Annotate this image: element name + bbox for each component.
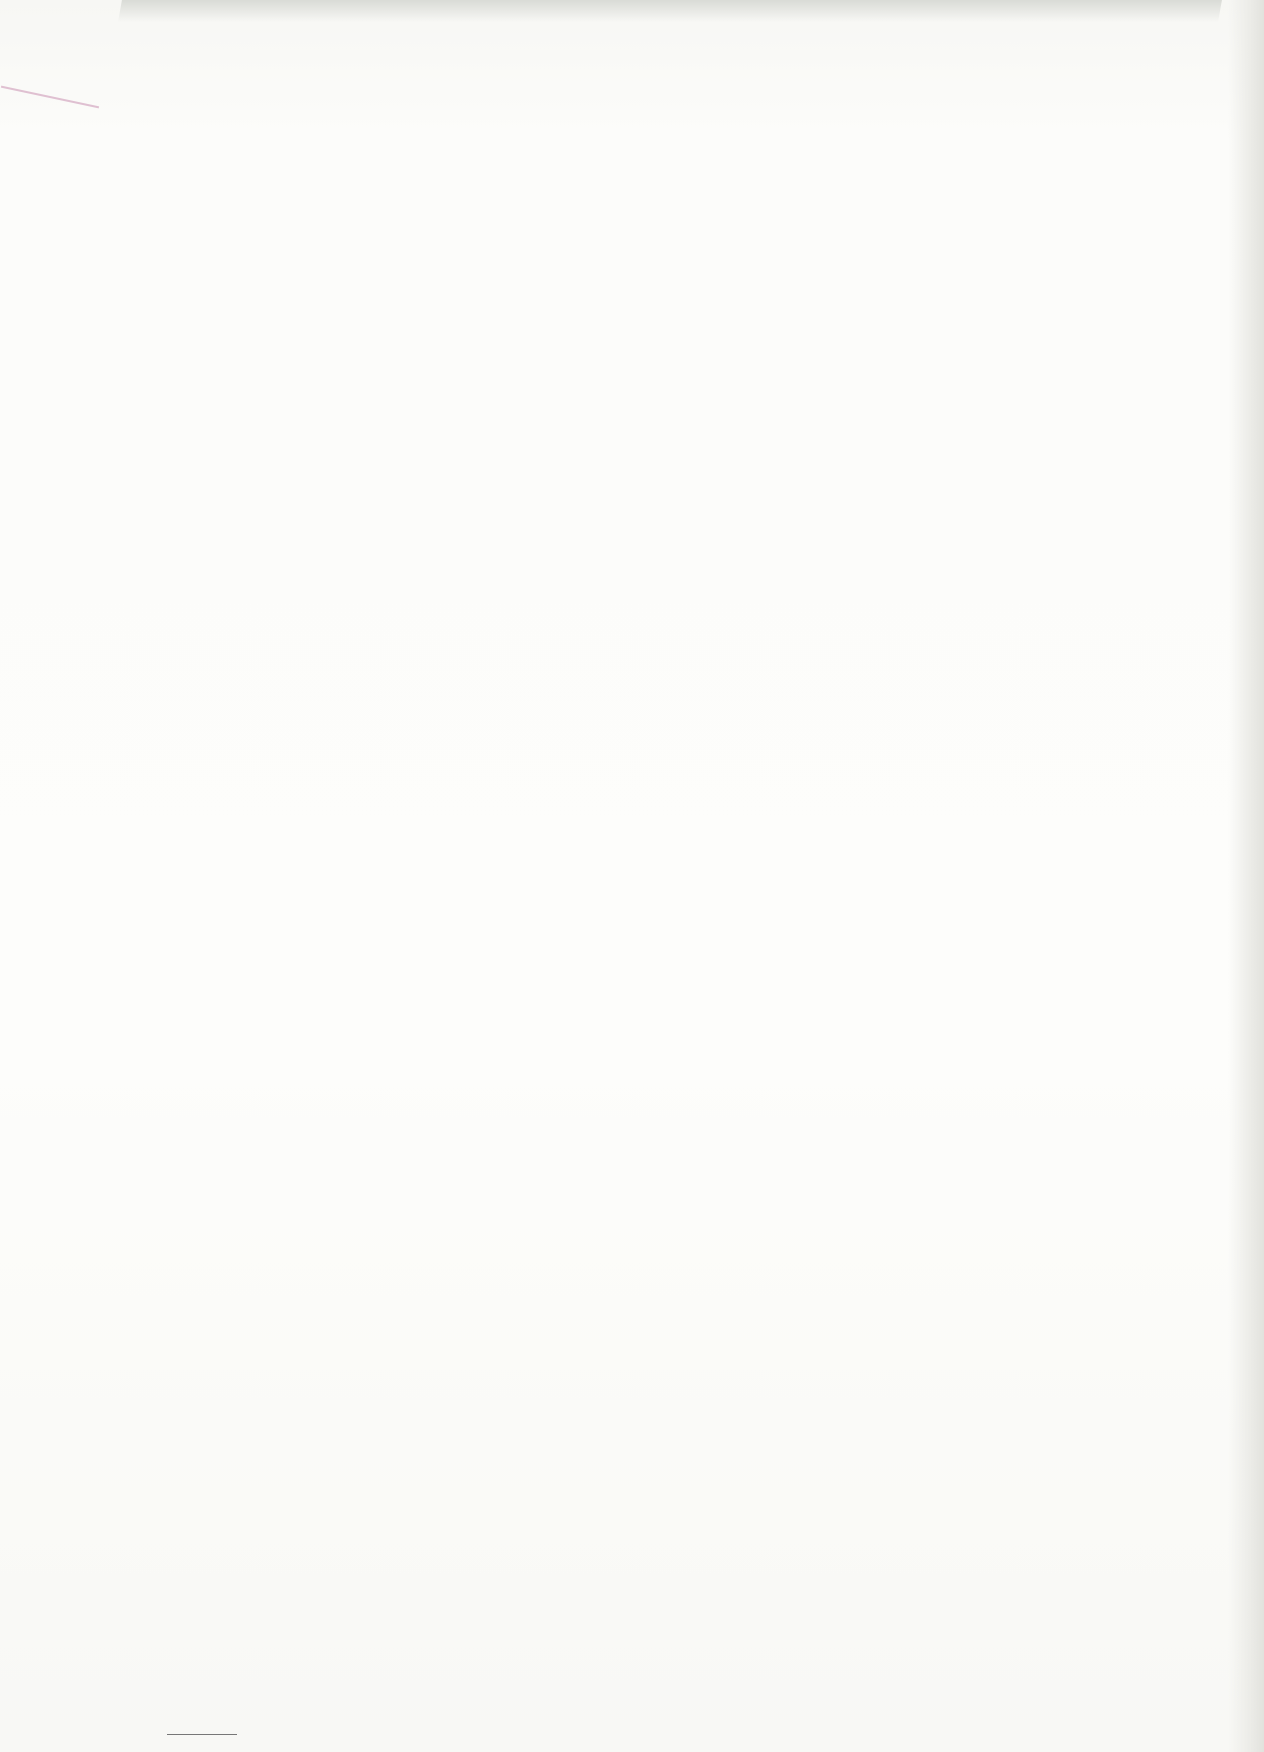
document-sections — [108, 23, 1208, 40]
page-footer — [165, 1727, 237, 1737]
scan-shadow-right — [1228, 0, 1264, 1752]
page-number-line — [167, 1734, 237, 1735]
clauses-3-2 — [108, 23, 1208, 40]
scan-mark — [1, 86, 99, 109]
scan-shadow-top — [118, 0, 1222, 22]
document-body — [108, 23, 1208, 40]
